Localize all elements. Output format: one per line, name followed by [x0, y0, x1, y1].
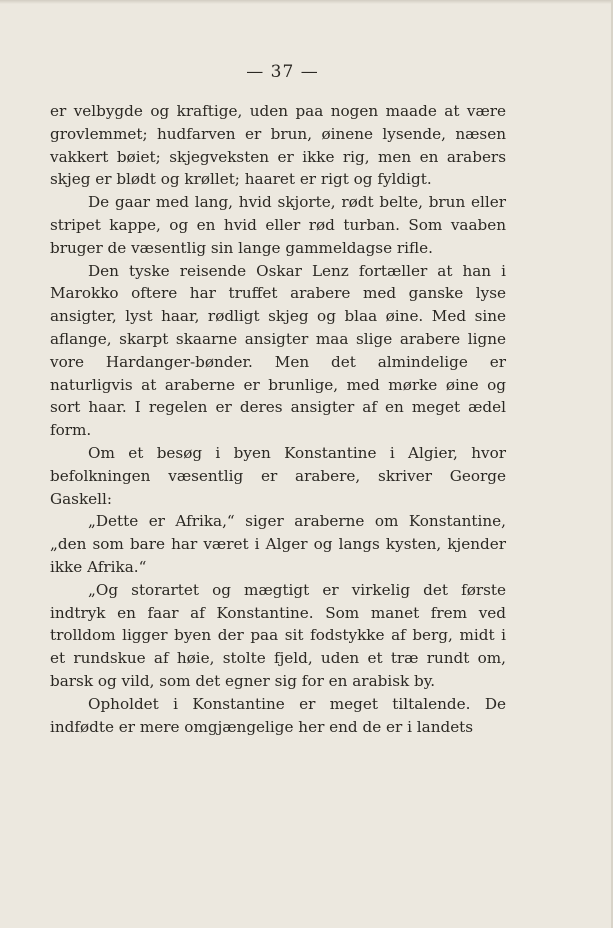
paragraph-quote-africa: „Dette er Afrika,“ siger araberne om Konstantine, „den som bare har været i Alger og langs kysten, kjender ikke Afrika.“ — [50, 512, 506, 576]
paragraph-konstantine-visit: Om et besøg i byen Konstantine i Algier, hvor befolkningen væsentlig er arabere, skriver George Gaskell: — [50, 443, 506, 508]
page-top-edge — [0, 0, 613, 4]
paragraph-quote-impression: „Og storartet og mægtigt er virkelig det første indtryk en faar af Konstantine. Som manet frem ved trolldom ligger byen der paa sit fodstykke af berg, midt i et rundskue af høie, stolte fjeld, uden et træ rundt om, barsk og vild, som det egner sig for en arabisk by. — [50, 580, 506, 690]
page-body — [50, 100, 506, 738]
paragraph-stay: Opholdet i Konstantine er meget tiltalende. De indfødte er mere omgjængelige her end de er i landets — [50, 694, 506, 736]
paragraph-continuation: er velbygde og kraftige, uden paa nogen maade at være grovlemmet; hudfarven er brun, øinene lysende, næsen vakkert bøiet; skjegveksten er ikke rig, men en arabers skjeg er blødt og krøllet; haaret er rigt og fyldigt. — [50, 102, 506, 189]
paragraph-lenz: Den tyske reisende Oskar Lenz fortæller at han i Marokko oftere har truffet arabere med ganske lyse ansigter, lyst haar, rødligt skjeg og blaa øine. Med sine aflange, skarpt skaarne ansigter maa slige arabere ligne vore Hardanger-bønder. Men det almindelige er naturligvis at araberne er brunlige, med mørke øine og sort haar. I regelen er deres ansigter af en meget ædel form. — [50, 261, 506, 440]
page-number: — 37 — — [246, 62, 319, 82]
paragraph-clothing: De gaar med lang, hvid skjorte, rødt belte, brun eller stripet kappe, og en hvid eller rød turban. Som vaaben bruger de væsentlig sin lange gammeldagse rifle. — [50, 193, 506, 257]
